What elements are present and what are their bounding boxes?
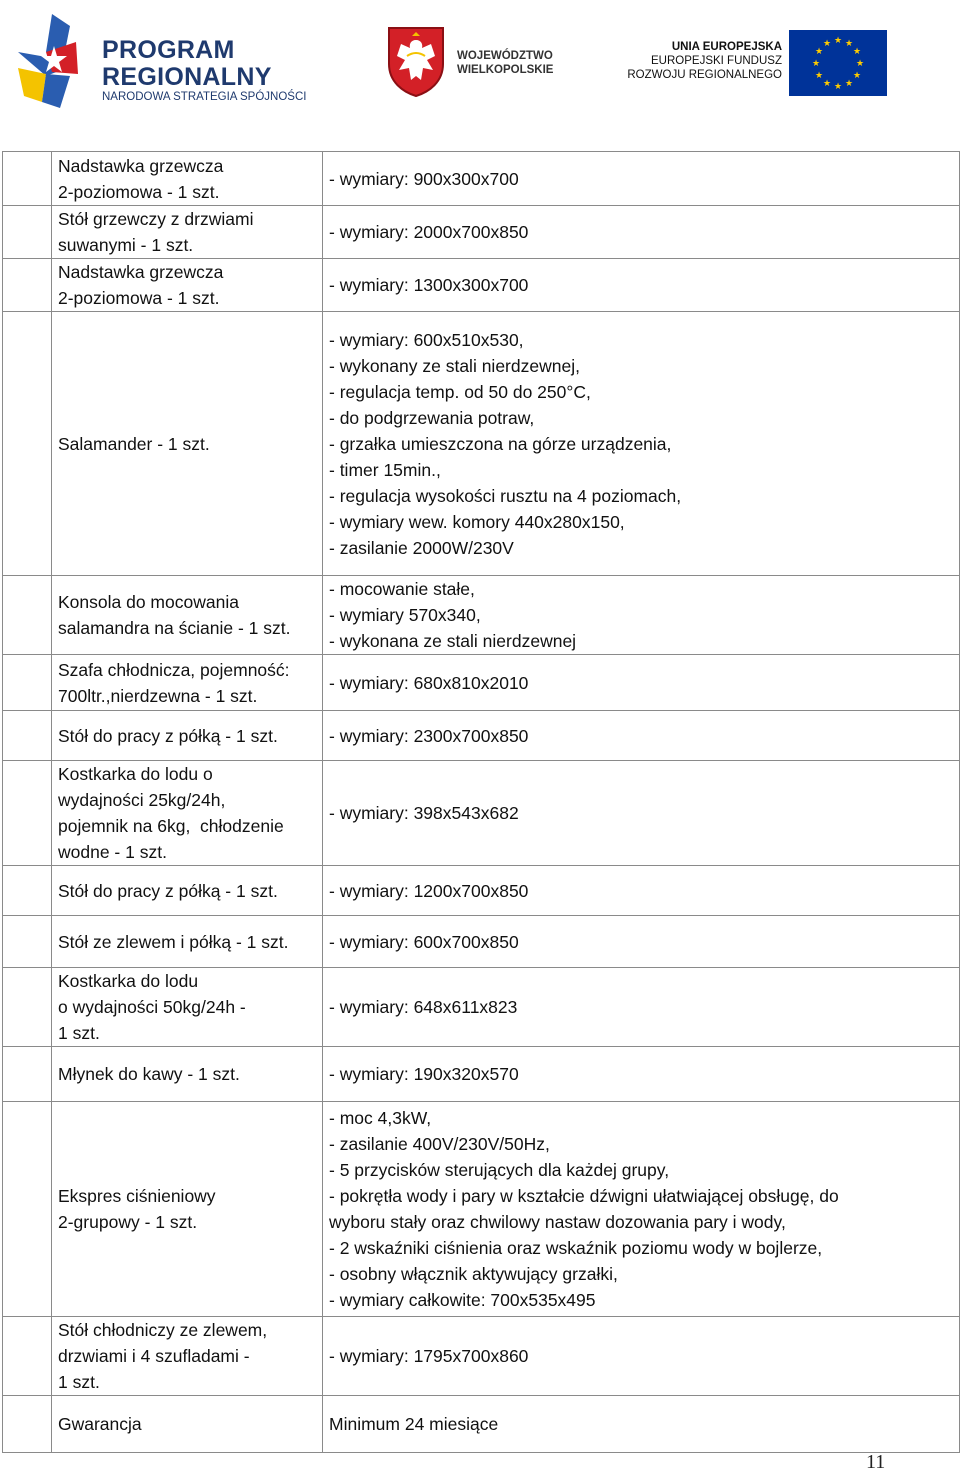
wojewodztwo-logo: [385, 26, 585, 98]
item-spec-cell: - mocowanie stałe, - wymiary 570x340, - wykonana ze stali nierdzewnej: [323, 576, 960, 655]
row-number-cell: [3, 761, 52, 866]
table-row: [3, 312, 960, 576]
item-spec-cell: - moc 4,3kW, - zasilanie 400V/230V/50Hz, - 5 przycisków sterujących dla każdej grupy, - pokrętła wody i pary w kształcie dźwigni ułatwiającej obsługę, do wyboru stały oraz chwilowy nastaw dozowania pary i wody, - 2 wskaźniki ciśnienia oraz wskaźnik poziomu wody w bojlerze, - osobny włącznik aktywujący grzałki, - wymiary całkowite: 700x535x495: [323, 1102, 960, 1317]
row-number-cell: [3, 1317, 52, 1396]
item-name-cell: Stół ze zlewem i półką - 1 szt.: [52, 916, 323, 968]
item-name-cell: Stół chłodniczy ze zlewem, drzwiami i 4 szufladami - 1 szt.: [52, 1317, 323, 1396]
item-spec-cell: - wymiary: 680x810x2010: [323, 655, 960, 711]
row-number-cell: [3, 711, 52, 761]
row-number-cell: [3, 312, 52, 576]
svg-text:★: ★: [811, 59, 821, 69]
program-regionalny-logo: [12, 12, 332, 112]
table-row: [3, 655, 960, 711]
item-spec-cell: - wymiary: 600x700x850: [323, 916, 960, 968]
item-name-cell: Konsola do mocowania salamandra na ścianie - 1 szt.: [52, 576, 323, 655]
svg-text:★: ★: [814, 71, 824, 81]
item-name-cell: Szafa chłodnicza, pojemność: 700ltr.,nierdzewna - 1 szt.: [52, 655, 323, 711]
row-number-cell: [3, 916, 52, 968]
eu-flag-icon: [789, 30, 887, 96]
svg-text:★: ★: [814, 47, 824, 57]
item-name-cell: Stół do pracy z półką - 1 szt.: [52, 866, 323, 916]
table-row: [3, 259, 960, 312]
item-spec-cell: - wymiary: 1795x700x860: [323, 1317, 960, 1396]
item-spec-cell: - wymiary: 1300x300x700: [323, 259, 960, 312]
svg-text:★: ★: [844, 39, 854, 49]
page-number: 11: [866, 1451, 886, 1473]
table-row: [3, 866, 960, 916]
item-spec-cell: - wymiary: 900x300x700: [323, 152, 960, 206]
equipment-spec-table: [2, 151, 960, 1453]
item-spec-cell: - wymiary: 398x543x682: [323, 761, 960, 866]
item-name-cell: Salamander - 1 szt.: [52, 312, 323, 576]
table-row: [3, 1396, 960, 1453]
svg-text:★: ★: [855, 59, 865, 69]
program-logo-line2: REGIONALNY: [102, 63, 272, 91]
row-number-cell: [3, 866, 52, 916]
eagle-coat-of-arms-icon: [385, 26, 447, 98]
table-row: [3, 1317, 960, 1396]
item-name-cell: Nadstawka grzewcza 2-poziomowa - 1 szt.: [52, 259, 323, 312]
item-spec-cell: - wymiary: 2000x700x850: [323, 206, 960, 259]
item-name-cell: Stół do pracy z półką - 1 szt.: [52, 711, 323, 761]
item-spec-cell: - wymiary: 600x510x530, - wykonany ze stali nierdzewnej, - regulacja temp. od 50 do 250°C, - do podgrzewania potraw, - grzałka umieszczona na górze urządzenia, - timer 15min., - regulacja wysokości rusztu na 4 poziomach, - wymiary wew. komory 440x280x150, - zasilanie 2000W/230V: [323, 312, 960, 576]
row-number-cell: [3, 968, 52, 1047]
table-row: [3, 1102, 960, 1317]
svg-text:★: ★: [844, 79, 854, 89]
table-row: [3, 206, 960, 259]
item-name-cell: Kostkarka do lodu o wydajności 25kg/24h, pojemnik na 6kg, chłodzenie wodne - 1 szt.: [52, 761, 323, 866]
item-name-cell: Gwarancja: [52, 1396, 323, 1453]
program-logo-line1: PROGRAM: [102, 36, 235, 64]
svg-text:★: ★: [852, 71, 862, 81]
row-number-cell: [3, 655, 52, 711]
item-name-cell: Młynek do kawy - 1 szt.: [52, 1047, 323, 1102]
row-number-cell: [3, 259, 52, 312]
wojewodztwo-line2: WIELKOPOLSKIE: [457, 64, 554, 76]
item-spec-cell: Minimum 24 miesiące: [323, 1396, 960, 1453]
item-spec-cell: - wymiary: 2300x700x850: [323, 711, 960, 761]
program-logo-subtitle: NARODOWA STRATEGIA SPÓJNOŚCI: [102, 91, 307, 103]
table-row: [3, 761, 960, 866]
item-spec-cell: - wymiary: 1200x700x850: [323, 866, 960, 916]
row-number-cell: [3, 576, 52, 655]
program-regionalny-star-icon: [12, 12, 96, 112]
table-row: [3, 711, 960, 761]
svg-text:★: ★: [822, 79, 832, 89]
row-number-cell: [3, 1102, 52, 1317]
row-number-cell: [3, 1047, 52, 1102]
equipment-spec-rows: [3, 152, 960, 1453]
table-row: [3, 968, 960, 1047]
item-name-cell: Nadstawka grzewcza 2-poziomowa - 1 szt.: [52, 152, 323, 206]
table-row: [3, 916, 960, 968]
svg-text:★: ★: [833, 82, 843, 92]
svg-text:★: ★: [852, 47, 862, 57]
eu-fund-logo: [612, 30, 892, 98]
item-spec-cell: - wymiary: 648x611x823: [323, 968, 960, 1047]
wojewodztwo-line1: WOJEWÓDZTWO: [457, 50, 553, 62]
eu-logo-line3: ROZWOJU REGIONALNEGO: [627, 69, 782, 81]
table-row: [3, 576, 960, 655]
item-name-cell: Stół grzewczy z drzwiami suwanymi - 1 szt.: [52, 206, 323, 259]
item-name-cell: Kostkarka do lodu o wydajności 50kg/24h - 1 szt.: [52, 968, 323, 1047]
svg-text:★: ★: [822, 39, 832, 49]
eu-logo-line1: UNIA EUROPEJSKA: [671, 41, 782, 53]
eu-logo-line2: EUROPEJSKI FUNDUSZ: [651, 55, 782, 67]
item-name-cell: Ekspres ciśnieniowy 2-grupowy - 1 szt.: [52, 1102, 323, 1317]
item-spec-cell: - wymiary: 190x320x570: [323, 1047, 960, 1102]
svg-text:★: ★: [833, 36, 843, 46]
row-number-cell: [3, 152, 52, 206]
table-row: [3, 152, 960, 206]
row-number-cell: [3, 206, 52, 259]
row-number-cell: [3, 1396, 52, 1453]
page-header: [0, 0, 960, 125]
table-row: [3, 1047, 960, 1102]
